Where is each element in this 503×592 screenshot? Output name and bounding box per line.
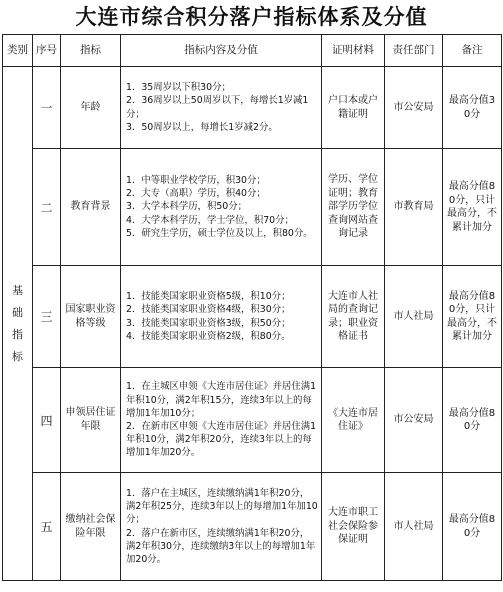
content-item: 1．在主城区申领《大连市居住证》并居住满1年积10分，满2年积15分，连续3年以上的每增加1年加10分；: [126, 381, 317, 419]
content-item: 4．大学本科学历，学士学位，积70分；: [126, 214, 294, 226]
content-item: 1．落户在主城区，连续缴纳满1年积20分，满2年积25分，连续3年以上的每增加1年加10分；: [126, 487, 318, 526]
row-department: 市人社局: [385, 266, 443, 368]
row-material: 大连市职工社会保险参保证明: [322, 473, 385, 581]
row-material: 《大连市居住证》: [322, 368, 385, 473]
content-item: 2．36周岁以上50周岁以下，每增长1岁减1分；: [126, 95, 309, 120]
header-index: 序号: [33, 35, 61, 67]
category-cell: [3, 67, 33, 581]
row-content: [121, 149, 322, 266]
header-category: 类别: [3, 35, 33, 67]
row-index: 五: [33, 473, 61, 581]
row-content: [121, 266, 322, 368]
content-item: 2．落户在新市区，连续缴纳满1年积20分，满2年积30分，连续缴纳3年以上的每增加1年加20分。: [126, 527, 316, 565]
row-department: 市教育局: [385, 149, 443, 266]
content-item: 3．大学本科学历，积50分；: [126, 201, 248, 213]
row-indicator: 年龄: [61, 67, 121, 149]
content-item: 2．技能类国家职业资格4级，积30分；: [126, 304, 291, 316]
row-department: 市公安局: [385, 67, 443, 149]
content-item: 1．中等职业学校学历，积30分；: [126, 174, 266, 186]
table-row: [3, 473, 502, 581]
row-content: [121, 368, 322, 473]
row-indicator: 国家职业资格等级: [61, 266, 121, 368]
row-material: 户口本或户籍证明: [322, 67, 385, 149]
header-indicator: 指标: [61, 35, 121, 67]
row-material: 大连市人社局的查询记录；职业资格证书: [322, 266, 385, 368]
row-note: 最高分值30分: [443, 67, 502, 149]
content-item: 2．大专（高职）学历，积40分；: [126, 188, 266, 200]
table-row: [3, 368, 502, 473]
table-row: [3, 67, 502, 149]
table-row: [3, 266, 502, 368]
document-title: 大连市综合积分落户指标体系及分值: [75, 5, 428, 29]
points-table: [2, 34, 502, 581]
row-note: 最高分值80分，只计最高分，不累计加分: [443, 149, 502, 266]
header-note: 备注: [443, 35, 502, 67]
row-indicator: 缴纳社会保险年限: [61, 473, 121, 581]
row-note: 最高分值80分，只计最高分，不累计加分: [443, 266, 502, 368]
row-index: 三: [33, 266, 61, 368]
row-index: 四: [33, 368, 61, 473]
row-index: 二: [33, 149, 61, 266]
row-index: 一: [33, 67, 61, 149]
row-indicator: 教育背景: [61, 149, 121, 266]
header-material: 证明材料: [322, 35, 385, 67]
row-note: 最高分值80分: [443, 473, 502, 581]
content-item: 3．50周岁以上，每增长1岁减2分。: [126, 121, 278, 133]
content-item: 2．在新市区申领《大连市居住证》并居住满1年积10分，满2年积20分，连续3年以上的每增加1年加20分。: [126, 421, 317, 459]
row-material: 学历、学位证明；教育部学历学位查询网站查询记录: [322, 149, 385, 266]
content-item: 4．技能类国家职业资格2级，积80分。: [126, 330, 291, 342]
row-content: [121, 67, 322, 149]
row-content: [121, 473, 322, 581]
header-content: 指标内容及分值: [121, 35, 322, 67]
row-indicator: 申领居住证年限: [61, 368, 121, 473]
row-note: 最高分值80分: [443, 368, 502, 473]
content-item: 1．技能类国家职业资格5级，积10分；: [126, 291, 291, 303]
header-department: 责任部门: [385, 35, 443, 67]
content-item: 5．研究生学历，硕士学位及以上，积80分。: [126, 227, 313, 239]
row-department: 市人社局: [385, 473, 443, 581]
table-row: [3, 149, 502, 266]
content-item: 3．技能类国家职业资格3级，积50分；: [126, 317, 291, 329]
row-department: 市公安局: [385, 368, 443, 473]
category-label: 基础指标: [12, 283, 23, 363]
table-header-row: [3, 35, 502, 67]
content-item: 1．35周岁以下积30分；: [126, 82, 231, 94]
